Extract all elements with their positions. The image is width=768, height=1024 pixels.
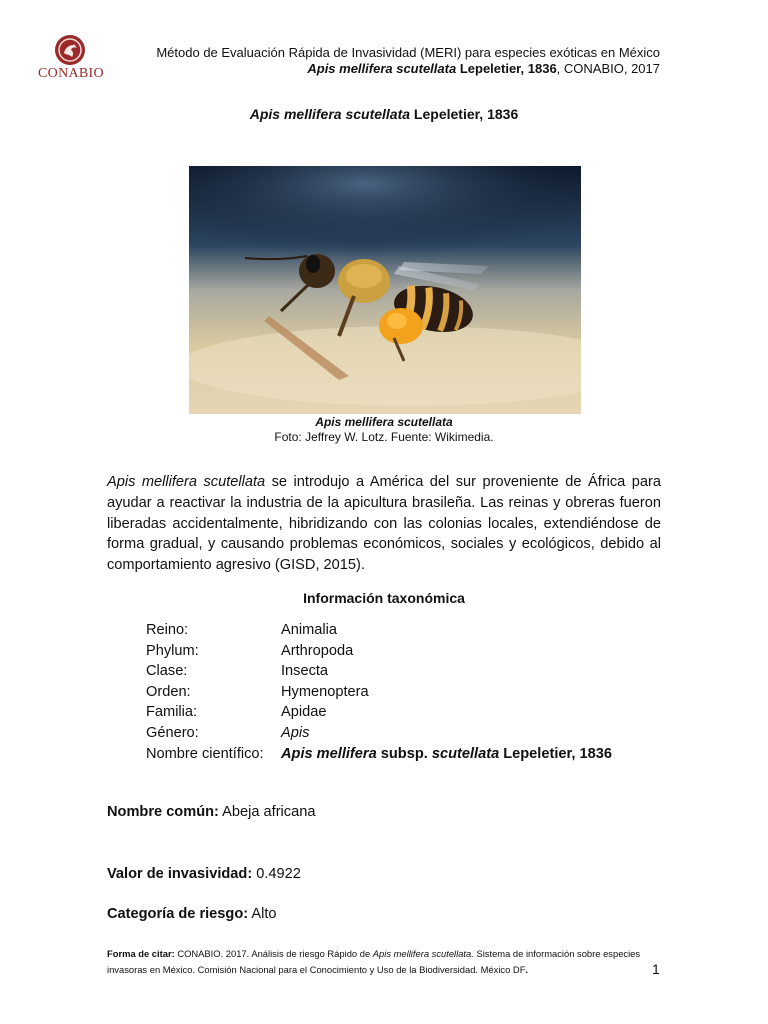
citation-end: .: [525, 964, 529, 975]
header-source: , CONABIO, 2017: [556, 61, 660, 76]
description-species: Apis mellifera scutellata: [107, 474, 266, 490]
risk-value: Alto: [248, 906, 277, 922]
page-title: [0, 106, 768, 122]
header-line-1: Método de Evaluación Rápida de Invasividad (MERI) para especies exóticas en México: [156, 45, 660, 60]
species-description: [107, 472, 661, 576]
genus-name: Apis: [281, 724, 310, 741]
scientific-subspecies: scutellata: [431, 745, 500, 762]
taxonomy-value: Insecta: [281, 663, 329, 680]
taxonomy-label: Clase:: [146, 663, 188, 680]
risk-category: [107, 906, 277, 922]
invasiveness-value: [107, 866, 301, 882]
taxonomy-value: Animalia: [281, 622, 337, 638]
common-name-value: Abeja africana: [218, 804, 316, 820]
conabio-logo: [36, 34, 106, 84]
bee-photo: [189, 166, 581, 414]
citation-text-after: Sistema de información sobre especies invasoras en México. Comisión Nacional para el Conocimiento y Uso de la Biodiversidad. México DF: [107, 948, 641, 975]
taxonomy-value: Arthropoda: [281, 642, 354, 659]
photo-caption-species: Apis mellifera scutellata: [315, 415, 453, 429]
citation-text-before: CONABIO. 2017. Análisis de riesgo Rápido de: [174, 948, 373, 959]
taxonomy-label: Género:: [146, 724, 199, 741]
scientific-author: Lepeletier, 1836: [499, 745, 612, 762]
taxonomy-label: Reino:: [146, 622, 189, 638]
invasiveness-label: Valor de invasividad:: [107, 866, 253, 882]
conabio-emblem-icon: [54, 34, 86, 66]
bee-photo-illustration: [189, 166, 581, 414]
page-number: 1: [652, 961, 660, 977]
taxonomy-value: [281, 746, 612, 762]
photo-caption-credit: Foto: Jeffrey W. Lotz. Fuente: Wikimedia.: [274, 430, 494, 444]
taxonomy-label: Nombre científico:: [146, 745, 264, 762]
taxonomy-value: Hymenoptera: [281, 683, 369, 700]
risk-label: Categoría de riesgo:: [107, 906, 249, 922]
taxonomy-value: [281, 725, 309, 741]
citation-species: Apis mellifera scutellata.: [372, 948, 474, 959]
taxonomy-value: Apidae: [281, 704, 327, 721]
scientific-species: Apis mellifera: [281, 745, 377, 762]
header-author: Lepeletier, 1836: [459, 61, 557, 76]
taxonomy-label: Orden:: [146, 683, 191, 700]
scientific-subsp: subsp.: [376, 745, 432, 762]
common-name: [107, 804, 315, 820]
title-author: Lepeletier, 1836: [410, 106, 519, 122]
invasiveness-number: 0.4922: [252, 866, 301, 882]
title-species: Apis mellifera scutellata: [249, 106, 411, 122]
logo-text: CONABIO: [38, 66, 104, 81]
taxonomy-label: Familia:: [146, 704, 198, 721]
citation: [107, 946, 647, 978]
taxonomy-heading: Información taxonómica: [303, 590, 465, 606]
citation-label: Forma de citar:: [107, 948, 175, 959]
header-species: Apis mellifera scutellata: [307, 61, 457, 76]
common-name-label: Nombre común:: [107, 804, 219, 820]
taxonomy-label: Phylum:: [146, 642, 199, 659]
description-text: se introdujo a América del sur proveniente de África para ayudar a reactivar la industria de la apicultura brasileña. Las reinas y obreras fueron liberadas accidentalmente, hibridizando con las colonias locales, extendiéndose de forma gradual, y causando problemas económicos, sociales y ecológicos, debido al comportamiento agresivo (GISD, 2015).: [107, 474, 661, 574]
header-line-2: [307, 61, 660, 76]
